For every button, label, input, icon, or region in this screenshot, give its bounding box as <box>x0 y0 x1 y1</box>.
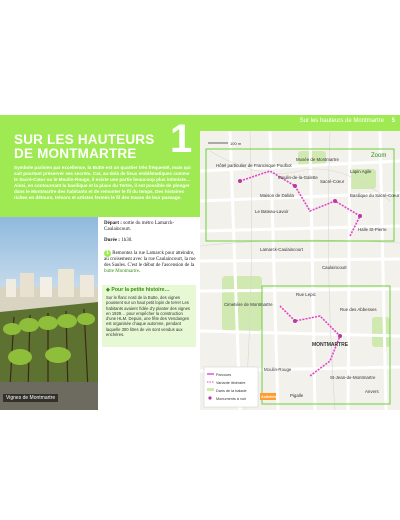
page-number: 5 <box>391 118 395 124</box>
tip-body: Sur le flanc nord de la Butte, des vignes poussent sur un haut petit lopin de terre! Les habitants avaient l'idée d'y planter des vignes en 1929… pour empêcher la construction d'une HLM. Depuis, une fête des Vendanges est organisée chaque automne, pendant laquelle 300 litres de vin sont vendus aux enchères. <box>106 295 191 338</box>
map-label-galette: Moulin-de-la-Galette <box>278 175 318 180</box>
step-text: Remontez la rue Lamarck pour atteindre, au croisement avec la rue Caulaincourt, la rue des Saules. C'est le début de l'ascension de la <box>104 250 196 269</box>
depart-label: Départ : <box>104 221 122 226</box>
chapter-title: SUR LES HAUTEURS DE MONTMARTRE <box>14 132 155 161</box>
map-label-basilique: Basilique du Sacré-Cœur <box>350 193 400 198</box>
legend-item-monuments: Monuments à voir <box>216 397 247 401</box>
map-label-pigalle: Pigalle <box>290 393 304 398</box>
depart-text: sortie du métro Lamarck-Caulaincourt. <box>104 221 175 233</box>
step-number-badge: 1 <box>104 250 111 257</box>
chapter-intro: Symbole parisien par excellence, la Butte est un quartier très fréquenté, mais qui sait pourtant préserver ses secrets. Car, au-delà de lieux emblématiques comme le Sacré-Cœur ou le Moulin-Rouge, il existe une partie beaucoup plus intimiste… Ainsi, en contournant la basilique et la place du Tertre, il est possible de plonger dans le Montmartre des habitants et de remonter le fil du temps. Des histoires riches en détours, trésors et artistes fermés le fil des traces de leur passage. <box>14 165 191 200</box>
route-map <box>200 131 400 410</box>
photo-caption: Vignes de Montmartre <box>3 394 58 402</box>
map-label-rue-lepic: Rue Lepic <box>296 292 316 297</box>
map-scale: 100 m <box>230 141 242 146</box>
map-label-musee: Musée de Montmartre <box>296 157 339 162</box>
map-label-caulaincourt: Caulaincourt <box>322 265 347 270</box>
map-label-anvers: Anvers <box>365 389 379 394</box>
zoom-label: Zoom <box>371 153 387 159</box>
legend-item-parcours: Parcours <box>216 373 232 377</box>
vineyard-photo <box>0 217 98 410</box>
tip-heading: ◆ Pour la petite histoire… <box>106 287 170 293</box>
running-header <box>200 115 400 131</box>
chapter-number: 1 <box>170 117 193 161</box>
map-label-poulbot: Hôtel particulier de Francisque Poulbot <box>216 163 292 168</box>
map-label-sacre-coeur: Sacré-Cœur <box>320 179 345 184</box>
running-head: Sur les hauteurs de Montmartre <box>299 118 384 124</box>
map-label-lapin-agile: Lapin Agile <box>350 169 372 174</box>
step-link[interactable]: butte Montmartre <box>104 269 140 275</box>
map-label-st-jean: St-Jean-de-Montmartre <box>330 375 376 380</box>
route-text: Départ : sortie du métro Lamarck-Caulaincourt. Durée : 1h30. 1 Remontez la rue Lamarck pour atteindre, au croisement avec la rue Caulaincourt, la rue des Saules. C'est le début de l'ascension de la butte Montmartre. <box>104 221 196 275</box>
map-label-bateau-lavoir: Le Bateau-Lavoir <box>255 209 289 214</box>
duree-label: Durée : <box>104 238 120 244</box>
legend-item-balade: Dans de la balade <box>216 389 247 393</box>
map-label-halle: Halle St-Pierre <box>358 227 387 232</box>
guidebook-spread <box>0 115 400 410</box>
vineyard-illustration <box>0 217 98 410</box>
activity-badge: Activités <box>261 395 277 399</box>
chapter-header <box>0 115 200 217</box>
legend-item-variante: Variante itinéraire <box>216 381 246 385</box>
duree-text: 1h30. <box>121 238 133 244</box>
map-label-dalida: Maison de Dalida <box>260 193 294 198</box>
map-svg <box>200 131 400 410</box>
map-label-montmartre: MONTMARTRE <box>312 342 349 348</box>
map-label-lamarck: Lamarck-Caulaincourt <box>260 247 303 252</box>
map-label-abbesses: Rue des Abbesses <box>340 307 377 312</box>
history-tip-box <box>102 285 196 347</box>
left-page <box>0 115 200 410</box>
map-label-moulin-rouge: Moulin-Rouge <box>264 367 292 372</box>
right-page <box>200 115 400 410</box>
map-label-cimetiere: Cimetière de Montmartre <box>224 302 273 307</box>
